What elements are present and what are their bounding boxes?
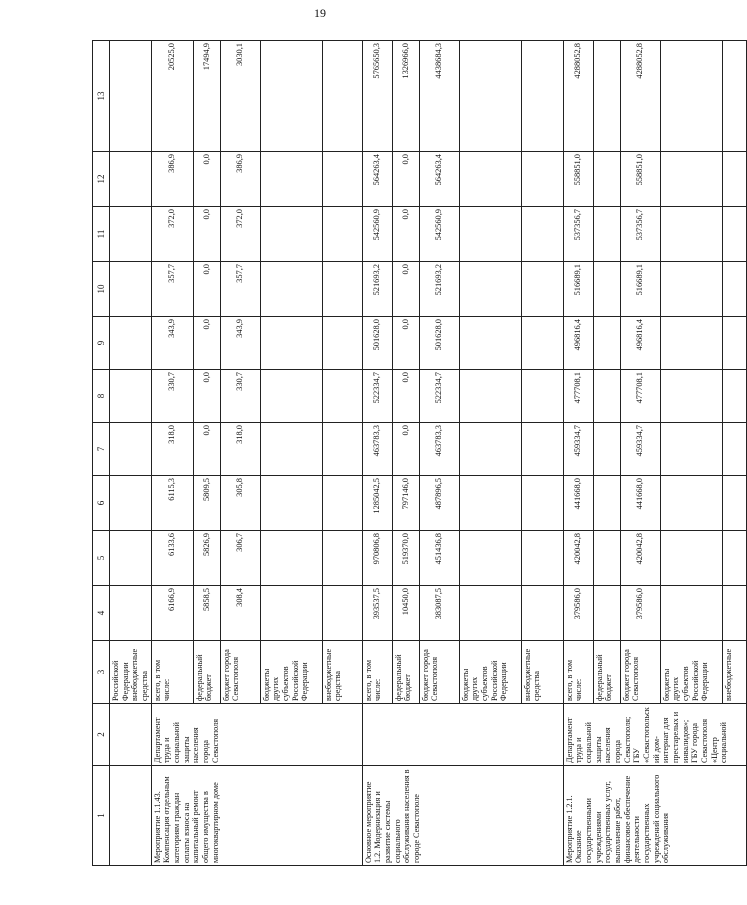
amount-cell [660, 531, 722, 586]
amount-cell: 420042,8 [620, 531, 660, 586]
amount-cell: 0,0 [193, 370, 220, 423]
column-number: 4 [93, 586, 110, 641]
amount-cell: 386,9 [220, 152, 260, 207]
continuation-row [110, 41, 152, 866]
amount-cell: 463783,3 [419, 423, 459, 476]
amount-cell: 451436,8 [419, 531, 459, 586]
amount-cell: 3030,1 [220, 41, 260, 152]
funding-source: бюджеты других субъектов Российской Федерации [459, 641, 521, 704]
amount-cell [722, 207, 746, 262]
funding-source: федеральный бюджет [392, 641, 419, 704]
amount-cell [260, 423, 322, 476]
amount-cell: 372,0 [151, 207, 193, 262]
amount-cell [722, 476, 746, 531]
column-number: 12 [93, 152, 110, 207]
amount-cell: 558851,0 [620, 152, 660, 207]
amount-cell: 496816,4 [563, 317, 593, 370]
column-number: 5 [93, 531, 110, 586]
amount-cell [521, 262, 563, 317]
amount-cell: 318,0 [151, 423, 193, 476]
empty-cell [110, 766, 152, 866]
amount-cell [521, 317, 563, 370]
amount-cell: 393537,5 [362, 586, 392, 641]
amount-cell: 379586,0 [620, 586, 660, 641]
amount-cell [660, 476, 722, 531]
amount-cell [521, 152, 563, 207]
amount-cell [260, 586, 322, 641]
amount-cell [593, 41, 620, 152]
amount-cell: 564263,4 [419, 152, 459, 207]
funding-source: бюджеты других субъектов Российской Федерации [260, 641, 322, 704]
column-number: 3 [93, 641, 110, 704]
main-measure-1-2-row [362, 41, 392, 866]
amount-cell [322, 207, 362, 262]
amount-cell [459, 207, 521, 262]
measure-title: Мероприятие 1.2.1. Оказание государственными учреждениями государственных услуг, выполнение работ, финансовое обеспечение деятельности государственных учреждений социального обслуживания [563, 766, 746, 866]
amount-cell: 0,0 [193, 262, 220, 317]
amount-cell: 383087,5 [419, 586, 459, 641]
amount-cell: 516689,1 [563, 262, 593, 317]
measure-1-1-43-row [151, 41, 193, 866]
amount-cell [660, 207, 722, 262]
amount-cell [459, 586, 521, 641]
amount-cell: 0,0 [392, 317, 419, 370]
amount-cell: 10450,0 [392, 586, 419, 641]
amount-cell: 797146,0 [392, 476, 419, 531]
amount-cell [660, 370, 722, 423]
amount-cell [322, 586, 362, 641]
column-number: 2 [93, 704, 110, 766]
amount-cell: 343,9 [151, 317, 193, 370]
amount-cell [521, 370, 563, 423]
amount-cell [660, 262, 722, 317]
amount-cell: 5858,5 [193, 586, 220, 641]
amount-cell: 357,7 [220, 262, 260, 317]
amount-cell: 0,0 [392, 423, 419, 476]
amount-cell: 477708,1 [563, 370, 593, 423]
amount-cell [459, 531, 521, 586]
amount-cell [260, 317, 322, 370]
amount-cell [322, 476, 362, 531]
column-number: 10 [93, 262, 110, 317]
amount-cell: 537356,7 [620, 207, 660, 262]
amount-cell: 522334,7 [419, 370, 459, 423]
amount-cell [260, 152, 322, 207]
amount-cell: 305,8 [220, 476, 260, 531]
amount-cell: 330,7 [220, 370, 260, 423]
amount-cell [459, 317, 521, 370]
measure-title: Основное мероприятие 1.2. Модернизация и развитие системы социального обслуживания населения в городе Севастополе [362, 766, 563, 866]
amount-cell: 537356,7 [563, 207, 593, 262]
column-number: 7 [93, 423, 110, 476]
amount-cell [260, 207, 322, 262]
responsible-executor [362, 704, 563, 766]
amount-cell [593, 317, 620, 370]
amount-cell [322, 423, 362, 476]
measure-1-2-1-row [563, 41, 593, 866]
amount-cell: 501628,0 [419, 317, 459, 370]
amount-cell: 522334,7 [362, 370, 392, 423]
amount-cell: 558851,0 [563, 152, 593, 207]
amount-cell [521, 207, 563, 262]
amount-cell: 330,7 [151, 370, 193, 423]
amount-cell: 463783,3 [362, 423, 392, 476]
amount-cell: 386,9 [151, 152, 193, 207]
amount-cell [660, 41, 722, 152]
source-label: Российской Федерации внебюджетные средства [110, 641, 152, 704]
amount-cell: 17494,9 [193, 41, 220, 152]
funding-source: внебюджетные средства [322, 641, 362, 704]
column-number: 1 [93, 766, 110, 866]
amount-cell: 379586,0 [563, 586, 593, 641]
amount-cell: 496816,4 [620, 317, 660, 370]
funding-source: внебюджетные средства [521, 641, 563, 704]
amount-cell [260, 262, 322, 317]
amount-cell [722, 370, 746, 423]
column-number: 6 [93, 476, 110, 531]
amount-cell: 564263,4 [362, 152, 392, 207]
amount-cell: 0,0 [193, 207, 220, 262]
budget-table [92, 40, 747, 866]
amount-cell: 521693,2 [362, 262, 392, 317]
amount-cell [660, 586, 722, 641]
amount-cell: 372,0 [220, 207, 260, 262]
amount-cell [322, 41, 362, 152]
amount-cell [593, 152, 620, 207]
measure-title: Мероприятие 1.1.43. Компенсация отдельным категориям граждан оплаты взноса на капитальный ремонт общего имущества в многоквартирном доме [151, 766, 362, 866]
responsible-executor: Департамент труда и социальной защиты населения города Севастополя [151, 704, 362, 766]
amount-cell: 521693,2 [419, 262, 459, 317]
amount-cell [260, 531, 322, 586]
amount-cell [722, 423, 746, 476]
amount-cell: 459334,7 [620, 423, 660, 476]
amount-cell: 1326966,0 [392, 41, 419, 152]
amount-cell [322, 531, 362, 586]
responsible-executor: Департамент труда и социальной защиты населения города Севастополя; ГБУ «Севастопольский дом-интернат для престарелых и инвалидов»; ГБУ города Севастополя «Центр социальной [563, 704, 746, 766]
amount-cell: 4438684,3 [419, 41, 459, 152]
amount-cell [722, 41, 746, 152]
amount-cell: 420042,8 [563, 531, 593, 586]
amount-cell [660, 152, 722, 207]
amount-cell [459, 423, 521, 476]
amount-cell [260, 370, 322, 423]
amount-cell [521, 41, 563, 152]
column-number-row [93, 41, 110, 866]
amount-cell: 308,4 [220, 586, 260, 641]
funding-source: бюджет города Севастополя [220, 641, 260, 704]
amount-cell [260, 41, 322, 152]
amount-cell: 519370,0 [392, 531, 419, 586]
funding-source: внебюджетные [722, 641, 746, 704]
amount-cell: 5826,9 [193, 531, 220, 586]
amount-cell: 357,7 [151, 262, 193, 317]
amount-cell [593, 207, 620, 262]
amount-cell: 4288052,8 [620, 41, 660, 152]
column-number: 11 [93, 207, 110, 262]
amount-cell [260, 476, 322, 531]
amount-cell [322, 152, 362, 207]
amount-cell [593, 370, 620, 423]
funding-source: федеральный бюджет [193, 641, 220, 704]
funding-source: всего, в том числе: [151, 641, 193, 704]
amount-cell [521, 476, 563, 531]
column-number: 13 [93, 41, 110, 152]
amount-cell: 6133,6 [151, 531, 193, 586]
amount-cell [593, 476, 620, 531]
amount-cell: 6166,9 [151, 586, 193, 641]
amount-cell [593, 262, 620, 317]
column-number: 9 [93, 317, 110, 370]
amount-cell [521, 586, 563, 641]
amount-cell: 441668,0 [620, 476, 660, 531]
amount-cell [660, 317, 722, 370]
amount-cell [459, 476, 521, 531]
column-number: 8 [93, 370, 110, 423]
amount-cell: 0,0 [193, 152, 220, 207]
page-number: 19 [314, 6, 326, 20]
amount-cell: 0,0 [392, 370, 419, 423]
amount-cell: 6115,3 [151, 476, 193, 531]
amount-cell: 5809,5 [193, 476, 220, 531]
amount-cell [322, 370, 362, 423]
amount-cell [593, 423, 620, 476]
amount-cell [593, 531, 620, 586]
amount-cell [722, 317, 746, 370]
amount-cell: 970806,8 [362, 531, 392, 586]
amount-cell [660, 423, 722, 476]
amount-cell [593, 586, 620, 641]
amount-cell: 0,0 [193, 317, 220, 370]
funding-source: федеральный бюджет [593, 641, 620, 704]
amount-cell: 0,0 [392, 207, 419, 262]
amount-cell: 306,7 [220, 531, 260, 586]
amount-cell: 542560,9 [362, 207, 392, 262]
amount-cell: 0,0 [193, 423, 220, 476]
amount-cell [322, 262, 362, 317]
amount-cell: 4288052,8 [563, 41, 593, 152]
amount-cell: 0,0 [392, 152, 419, 207]
rotated-table-container [92, 41, 733, 866]
amount-cell: 501628,0 [362, 317, 392, 370]
amount-cell [521, 423, 563, 476]
amount-cell: 318,0 [220, 423, 260, 476]
funding-source: бюджеты других субъектов Российской Федерации [660, 641, 722, 704]
amount-cell [722, 152, 746, 207]
amount-cell [459, 262, 521, 317]
amount-cell: 343,9 [220, 317, 260, 370]
amount-cell: 441668,0 [563, 476, 593, 531]
amount-cell: 516689,1 [620, 262, 660, 317]
amount-cell: 5765650,3 [362, 41, 392, 152]
amount-cell [722, 531, 746, 586]
amount-cell: 542560,9 [419, 207, 459, 262]
amount-cell [459, 41, 521, 152]
amount-cell [322, 317, 362, 370]
funding-source: бюджет города Севастополя [620, 641, 660, 704]
amount-cell [521, 531, 563, 586]
amount-cell: 487896,5 [419, 476, 459, 531]
amount-cell [459, 152, 521, 207]
amount-cell: 477708,1 [620, 370, 660, 423]
amount-cell [722, 262, 746, 317]
empty-cell [110, 704, 152, 766]
amount-cell: 0,0 [392, 262, 419, 317]
funding-source: всего, в том числе: [563, 641, 593, 704]
amount-cell: 20525,0 [151, 41, 193, 152]
amount-cell: 459334,7 [563, 423, 593, 476]
amount-cell [722, 586, 746, 641]
amount-cell [459, 370, 521, 423]
funding-source: бюджет города Севастополя [419, 641, 459, 704]
funding-source: всего, в том числе: [362, 641, 392, 704]
amount-cell: 1285042,5 [362, 476, 392, 531]
